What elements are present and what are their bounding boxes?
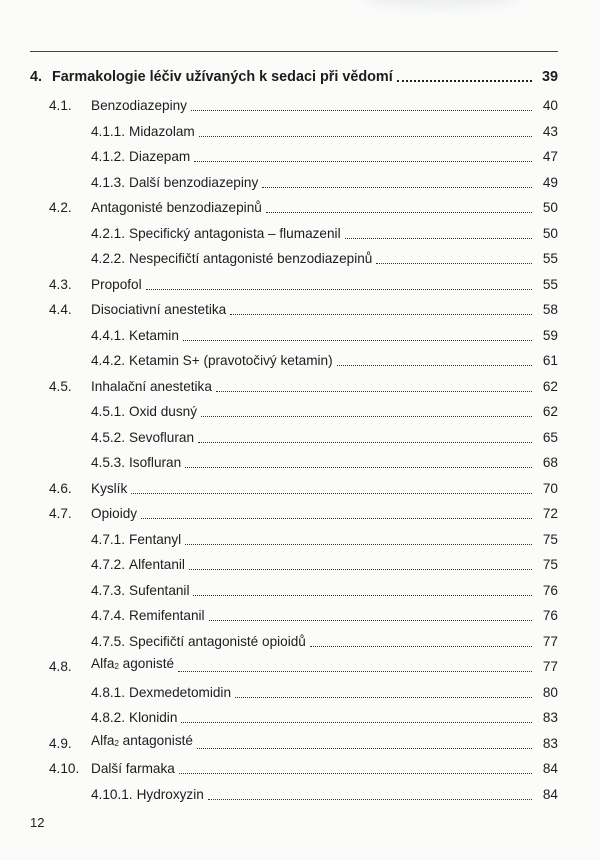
toc-leader-dots (179, 773, 532, 774)
toc-leader-dots (198, 442, 532, 443)
toc-entry-page: 50 (542, 200, 558, 216)
page-number: 12 (30, 815, 45, 830)
toc-entry-page: 47 (542, 149, 558, 165)
toc-entry-page: 62 (542, 378, 558, 394)
toc-entry-title-rest: antagonisté (118, 732, 193, 748)
toc-entry-number: 4.3. (49, 276, 72, 292)
toc-entry-title-text: Alfentanil (129, 557, 185, 573)
toc-entry-title-text: Remifentanil (129, 608, 205, 624)
toc-entry-title-text: Opioidy (91, 506, 138, 522)
toc-entry (49, 475, 558, 497)
toc-entry-number: 4.5.3. (91, 455, 126, 471)
toc-chapter-title: Farmakologie léčiv užívaných k sedaci při vědomí (52, 69, 393, 85)
toc-entry (91, 628, 558, 650)
toc-entry-page: 65 (542, 429, 558, 445)
toc-entry-title (129, 634, 310, 650)
toc-entry-page: 83 (542, 735, 558, 751)
toc-entry-title-text: Fentanyl (129, 531, 182, 547)
toc-leader-dots (397, 80, 532, 82)
scan-smudge (360, 0, 520, 8)
toc-leader-dots (230, 314, 532, 315)
toc-entry-title (91, 481, 131, 497)
toc-entry-title (129, 404, 201, 420)
toc-entry-title-text: Další benzodiazepiny (129, 174, 259, 190)
toc-leader-dots (181, 722, 532, 723)
toc-entry-title-text: Propofol (91, 276, 142, 292)
toc-entry-title-text: Benzodiazepiny (91, 98, 187, 114)
toc-entry-page: 84 (542, 786, 558, 802)
toc-entry-title (129, 608, 209, 624)
toc-entry-title (129, 226, 345, 242)
toc-entry-title-text: Sevofluran (129, 429, 195, 445)
toc-entry-title (91, 200, 266, 216)
toc-entry-title (129, 175, 262, 191)
toc-entry-subscript: 2 (114, 662, 119, 672)
toc-entry-page: 55 (542, 276, 558, 292)
toc-entry-title-text: Sufentanil (129, 582, 190, 598)
toc-entry-title-text: Další farmaka (91, 761, 175, 777)
toc-entry-page: 77 (542, 633, 558, 649)
toc-entry (91, 526, 558, 548)
toc-leader-dots (178, 671, 532, 672)
toc-entry-title-text: Specifičtí antagonisté opioidů (129, 633, 306, 649)
toc-entry-number: 4.8. (49, 659, 72, 675)
toc-entry (49, 653, 558, 675)
toc-entry-page: 72 (542, 506, 558, 522)
toc-leader-dots (201, 416, 532, 417)
toc-entry (49, 296, 558, 318)
toc-entry (49, 500, 558, 522)
toc-entry-number: 4.5.1. (91, 404, 126, 420)
toc-entry-number: 4.7.3. (91, 582, 126, 598)
toc-entry-number: 4.10. (49, 761, 80, 777)
toc-entry (91, 169, 558, 191)
toc-entry (91, 322, 558, 344)
toc-entry-title (129, 583, 193, 599)
toc-entry (91, 143, 558, 165)
toc-leader-dots (183, 340, 532, 341)
toc-entry-title (129, 251, 376, 267)
toc-entry-title-text: Hydroxyzin (136, 786, 204, 802)
toc-entry-title (91, 379, 216, 395)
toc-entry-title-rest: agonisté (118, 656, 175, 672)
toc-entry (91, 347, 558, 369)
toc-leader-dots (193, 595, 532, 596)
toc-entry (91, 577, 558, 599)
toc-entry-title (91, 302, 230, 318)
toc-entry-page: 76 (542, 608, 558, 624)
toc-entry-number: 4.8.2. (91, 710, 126, 726)
toc-entry-title (91, 98, 191, 114)
toc-leader-dots (310, 646, 532, 647)
toc-entry-page: 75 (542, 557, 558, 573)
toc-leader-dots (235, 697, 532, 698)
toc-entry-title-text: Disociativní anestetika (91, 302, 227, 318)
toc-leader-dots (266, 212, 532, 213)
toc-entry-number: 4.7.1. (91, 531, 126, 547)
toc-entry-page: 59 (542, 327, 558, 343)
toc-entry-title-text: Midazolam (129, 123, 195, 139)
toc-entry-title (137, 787, 208, 803)
toc-entry-title (91, 506, 141, 522)
toc-entry-page: 77 (542, 659, 558, 675)
toc-entry (49, 730, 558, 752)
toc-entry-number: 4.7. (49, 506, 72, 522)
toc-entry-title-text: Specifický antagonista – flumazenil (129, 225, 341, 241)
toc-entry-title-text: Klonidin (129, 710, 178, 726)
toc-entry-number: 4.5.2. (91, 429, 126, 445)
toc-entry-page: 58 (542, 302, 558, 318)
toc-entry-page: 68 (542, 455, 558, 471)
toc-leader-dots (208, 799, 532, 800)
toc-entry-title (129, 532, 185, 548)
toc-leader-dots (194, 161, 532, 162)
toc-entry (49, 92, 558, 114)
toc-entry-title (129, 710, 181, 726)
toc-entry-number: 4.4. (49, 302, 72, 318)
toc-entry (49, 755, 558, 777)
toc-entry (91, 118, 558, 140)
toc-entry-number: 4.4.2. (91, 353, 126, 369)
toc-entry-title (91, 761, 179, 777)
toc-entry-title (129, 124, 199, 140)
toc-entry (49, 373, 558, 395)
toc-leader-dots (262, 187, 532, 188)
toc-leader-dots (216, 391, 532, 392)
toc-entry (91, 449, 558, 471)
toc-entry-page: 55 (542, 251, 558, 267)
toc-entry-title (91, 656, 178, 675)
toc-entry-page: 61 (542, 353, 558, 369)
toc-leader-dots (185, 467, 532, 468)
toc-entry-number: 4.7.4. (91, 608, 126, 624)
toc-leader-dots (345, 238, 532, 239)
toc-entry-page: 50 (542, 225, 558, 241)
toc-entry (91, 424, 558, 446)
toc-entry-title-text: Isofluran (129, 455, 182, 471)
toc-entry (91, 704, 558, 726)
toc-leader-dots (376, 263, 532, 264)
toc-entry-title-text: Oxid dusný (129, 404, 198, 420)
toc-entry-page: 80 (542, 684, 558, 700)
toc-entry (91, 245, 558, 267)
toc-entry (91, 220, 558, 242)
toc-entry-title (129, 430, 198, 446)
toc-leader-dots (197, 748, 532, 749)
toc-entry-number: 4.1.2. (91, 149, 126, 165)
toc-entry-number: 4.4.1. (91, 327, 126, 343)
toc-entry-page: 84 (542, 761, 558, 777)
toc-entry-number: 4.6. (49, 480, 72, 496)
toc-entry (91, 602, 558, 624)
toc-entry-title (129, 557, 189, 573)
toc-entry-title (129, 353, 337, 369)
toc-entry (49, 194, 558, 216)
toc-entry (91, 781, 558, 803)
toc-entry-number: 4.7.5. (91, 633, 126, 649)
toc-entry (91, 551, 558, 573)
toc-entry-page: 75 (542, 531, 558, 547)
toc-entry-number: 4.2.2. (91, 251, 126, 267)
toc-chapter-number: 4. (30, 69, 43, 85)
toc-entry-title (129, 455, 185, 471)
toc-chapter-page: 39 (541, 69, 558, 85)
toc-entry-title (91, 733, 197, 752)
toc-leader-dots (209, 620, 532, 621)
toc-entry-number: 4.5. (49, 378, 72, 394)
toc-entry (49, 271, 558, 293)
toc-entry-page: 40 (542, 98, 558, 114)
toc-entry-number: 4.9. (49, 735, 72, 751)
toc-leader-dots (337, 365, 532, 366)
toc-entry-page: 62 (542, 404, 558, 420)
toc-entry-subscript: 2 (114, 738, 119, 748)
toc-entry-title-text: Ketamin S+ (pravotočivý ketamin) (129, 353, 333, 369)
toc-entry-number: 4.8.1. (91, 684, 126, 700)
toc-leader-dots (189, 569, 532, 570)
toc-leader-dots (185, 544, 532, 545)
toc-chapter (30, 63, 558, 85)
toc-leader-dots (141, 518, 532, 519)
toc-entry-title-text: Ketamin (129, 327, 179, 343)
toc-entry-title (129, 685, 235, 701)
toc-leader-dots (146, 289, 532, 290)
toc-entry-title (129, 328, 183, 344)
toc-entry-number: 4.2.1. (91, 225, 126, 241)
toc-entry-title-text: Dexmedetomidin (129, 684, 232, 700)
toc-entry-title-text: Antagonisté benzodiazepinů (91, 200, 262, 216)
toc-entry-title-text: Alfa (91, 656, 115, 672)
toc-leader-dots (131, 493, 532, 494)
toc-entry-title-text: Diazepam (129, 149, 191, 165)
toc-entry-page: 43 (542, 123, 558, 139)
toc-entry-page: 76 (542, 582, 558, 598)
toc-entry-page: 70 (542, 480, 558, 496)
toc-entry-number: 4.7.2. (91, 557, 126, 573)
toc-entry-number: 4.2. (49, 200, 72, 216)
toc-entry (91, 398, 558, 420)
header-rule (30, 51, 558, 52)
toc-entry-title-text: Kyslík (91, 480, 128, 496)
toc-entry-number: 4.10.1. (91, 786, 133, 802)
toc-entry-number: 4.1.1. (91, 123, 126, 139)
toc-leader-dots (191, 110, 532, 111)
toc-entry-title-text: Nespecifičtí antagonisté benzodiazepinů (129, 251, 373, 267)
toc-leader-dots (199, 136, 532, 137)
toc-entry-page: 83 (542, 710, 558, 726)
toc-entry-title-text: Alfa (91, 732, 115, 748)
toc-entry-page: 49 (542, 174, 558, 190)
toc-entry-title (91, 277, 146, 293)
toc-entry-title-text: Inhalační anestetika (91, 378, 212, 394)
toc-entry-title (129, 149, 194, 165)
toc-entry-number: 4.1. (49, 98, 72, 114)
toc-entry (91, 679, 558, 701)
toc-entry-number: 4.1.3. (91, 174, 126, 190)
